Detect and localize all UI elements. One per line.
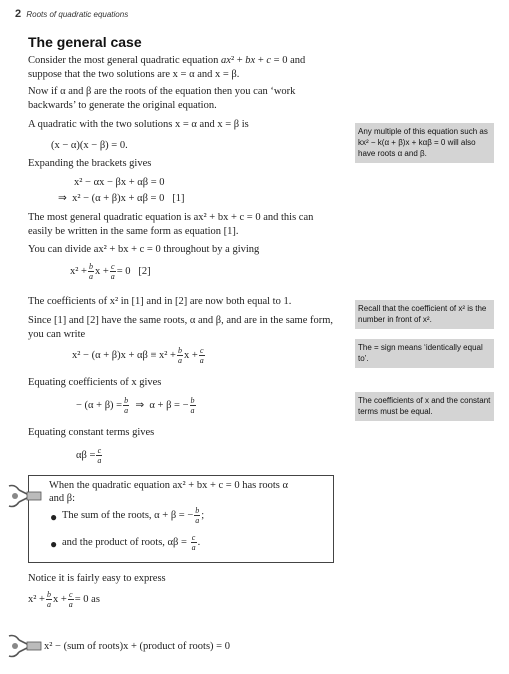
paragraph-same-roots: Since [1] and [2] have the same roots, α and β, and are in the same form, you can write	[28, 315, 334, 340]
paragraph-two-solutions: A quadratic with the two solutions x = α and x = β is	[28, 119, 249, 130]
equation-expand-1: x² − αx − βx + αβ = 0	[74, 177, 165, 188]
chapter-title: Roots of quadratic equations	[26, 10, 129, 19]
paragraph-divide: You can divide ax² + bx + c = 0 throughout by a giving	[28, 244, 260, 255]
bullet-dot-2: ●	[50, 537, 58, 551]
margin-note-equal-terms: The coefficients of x and the constant terms must be equal.	[355, 392, 494, 421]
key-point-icon	[5, 482, 45, 510]
equation-divided: x² + $\frac{b}{a}$ x + $\frac{c}{a}$ = 0 [2]	[70, 262, 151, 281]
equation-factored: (x − α)(x − β) = 0.	[51, 140, 128, 151]
equation-expand-2: ⇒ x² − (α + β)x + αβ = 0 [1]	[58, 193, 185, 204]
equation-sum-roots: − (α + β) = $\frac{b}{a}$ ⇒ α + β = − $\frac{b}{a}$	[76, 396, 195, 415]
paragraph-general-form: The most general quadratic equation is ax² + bx + c = 0 and this can easily be written in the same form as equation [1].	[28, 212, 314, 237]
equation-product-roots: αβ = $\frac{c}{a}$	[76, 446, 102, 465]
box-line-1: When the quadratic equation ax² + bx + c = 0 has roots α	[49, 480, 288, 491]
box-bullet-sum: The sum of the roots, α + β = − $\frac{b}{a}$ ;	[62, 506, 205, 525]
box-line-2: and β:	[49, 493, 76, 504]
paragraph-expanding: Expanding the brackets gives	[28, 158, 152, 169]
margin-note-multiple: Any multiple of this equation such as kx² − k(α + β)x + kαβ = 0 will also have roots α and β.	[355, 123, 494, 163]
box-bullet-product: and the product of roots, αβ = $\frac{c}{a}$ .	[62, 533, 201, 552]
key-point-icon-2	[5, 632, 45, 660]
equation-final: x² − (sum of roots)x + (product of roots) = 0	[44, 641, 230, 652]
paragraph-equating-constant: Equating constant terms gives	[28, 427, 155, 438]
paragraph-coefficients: The coefficients of x² in [1] and in [2] are now both equal to 1.	[28, 296, 292, 307]
page-header	[15, 8, 128, 20]
implies-arrow: ⇒	[58, 193, 67, 204]
section-title: The general case	[28, 34, 142, 50]
equation-monic: x² + $\frac{b}{a}$ x + $\frac{c}{a}$ = 0 as	[28, 590, 100, 609]
paragraph-work-backwards: Now if α and β are the roots of the equation then you can ‘work backwards’ to generate the original equation.	[28, 86, 296, 111]
equation-identity: x² − (α + β)x + αβ ≡ x² + $\frac{b}{a}$ x + $\frac{c}{a}$	[72, 346, 204, 365]
paragraph-equating-x: Equating coefficients of x gives	[28, 377, 162, 388]
equation-label-2: [2]	[138, 265, 151, 277]
paragraph-intro: Consider the most general quadratic equation ax² + bx + c = 0 and suppose that the two solutions are x = α and x = β.	[28, 55, 306, 80]
bullet-dot-1: ●	[50, 510, 58, 524]
margin-note-identical: The = sign means ‘identically equal to’.	[355, 339, 494, 368]
margin-note-coefficient: Recall that the coefficient of x² is the number in front of x².	[355, 300, 494, 329]
page-number: 2	[15, 8, 22, 20]
equation-label-1: [1]	[172, 193, 185, 204]
paragraph-notice: Notice it is fairly easy to express	[28, 573, 166, 584]
